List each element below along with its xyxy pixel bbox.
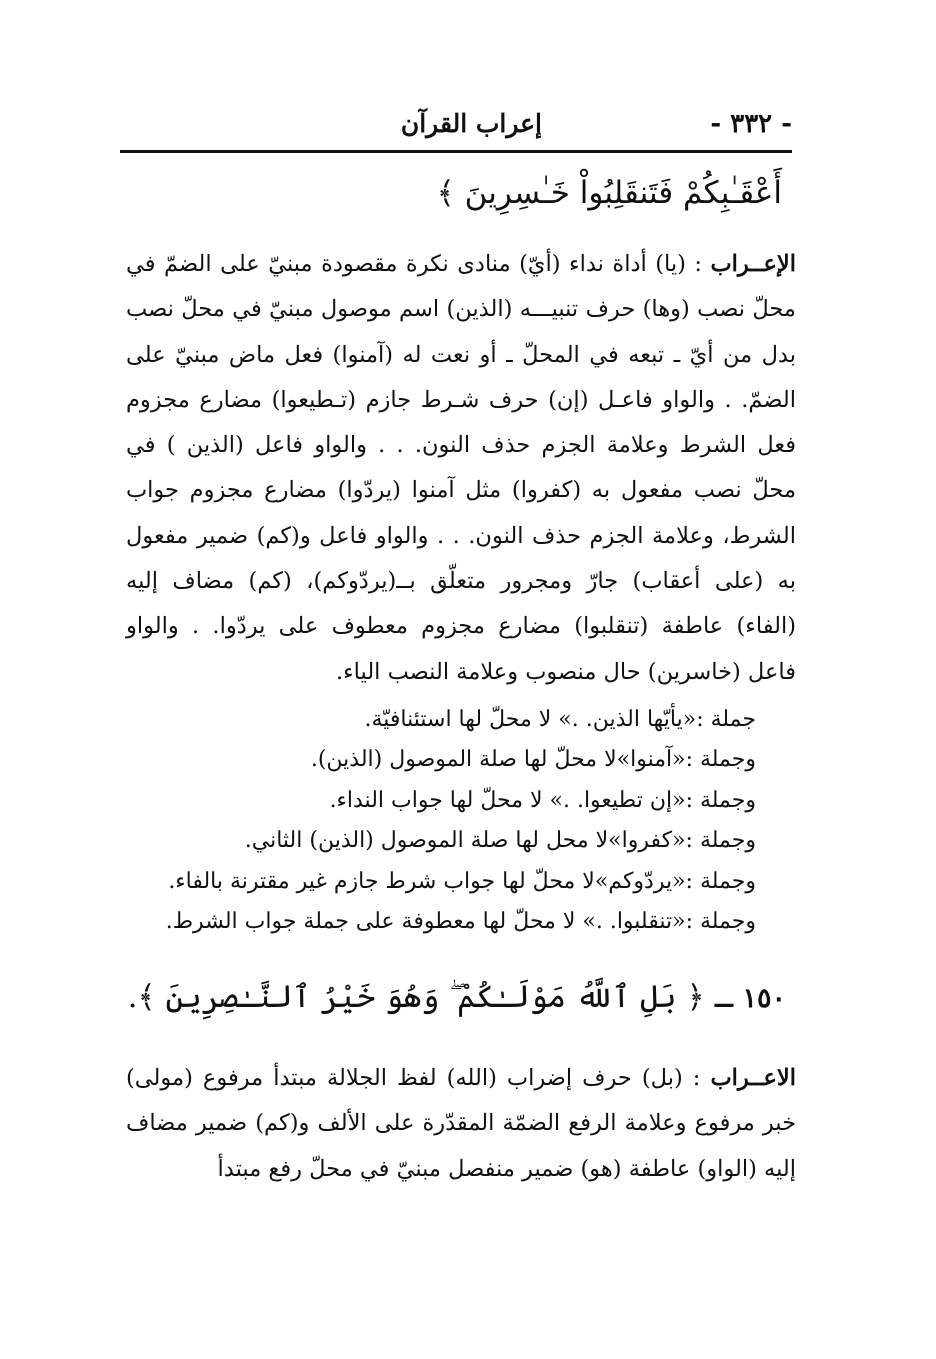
sentence-item: وجملة :«كفروا»لا محل لها صلة الموصول (الذين) الثاني. <box>244 828 756 854</box>
sentence-item: وجملة :«إن تطيعوا. .» لا محلّ لها جواب النداء. <box>329 787 756 813</box>
parsing-label: الإعــراب <box>710 251 796 277</box>
parsing-text: : (بل) حرف إضراب (الله) لفظ الجلالة مبتدأ مرفوع (مولى) خبر مرفوع وعلامة الرفع الضمّة المقدّرة على الألف و(كم) ضمير مضاف إليه (الواو) عاطفة (هو) ضمير منفصل مبنيّ في محلّ رفع مبتدأ <box>126 1065 796 1182</box>
parsing-paragraph <box>126 242 796 695</box>
sentence-analysis-list <box>126 700 756 942</box>
parsing-section-2 <box>126 1056 796 1192</box>
sentence-item: جملة :«يأيّها الذين. .» لا محلّ لها استئنافيّة. <box>364 707 756 732</box>
book-title: إعراب القرآن <box>400 109 542 138</box>
sentence-item: وجملة :«آمنوا»لا محلّ لها صلة الموصول (الذين). <box>310 747 756 773</box>
parsing-paragraph <box>126 1056 796 1192</box>
parsing-label: الاعــراب <box>710 1065 796 1091</box>
sentence-item: وجملة :«يردّوكم»لا محلّ لها جواب شرط جازم غير مقترنة بالفاء. <box>168 868 756 894</box>
sentence-item: وجملة :«تنقلبوا. .» لا محلّ لها معطوفة على جملة جواب الشرط. <box>165 909 756 935</box>
page-header <box>120 104 792 144</box>
parsing-text: : (يا) أداة نداء (أيّ) منادى نكرة مقصودة مبنيّ على الضمّ في محلّ نصب (وها) حرف تنبيـــه (الذين) اسم موصول مبنيّ في محلّ نصب بدل من أيّ ـ تبعه في المحلّ ـ أو نعت له (آمنوا) فعل ماض مبنيّ على الضمّ. . والواو فاعـل (إن) حرف شـرط جازم (تـطيعوا) مضارع مجزوم فعل الشرط وعلامة الجزم حذف النون. . . والواو فاعل (الذين ) في محلّ نصب مفعول به (كفروا) مثل آمنوا (يردّوا) مضارع مجزوم جواب الشرط، وعلامة الجزم حذف النون. . . والواو فاعل و(كم) ضمير مفعول به (على أعقاب) جارّ ومجرور متعلّق بــ(يردّوكم)، (كم) مضاف إليه (الفاء) عاطفة (تنقلبوا) مضارع مجزوم معطوف على يردّوا. . والواو فاعل (خاسرين) حال منصوب وعلامة النصب الياء. <box>126 251 796 685</box>
header-rule <box>120 150 792 153</box>
verse-text: ـ ﴿ بَلِ ٱللَّهُ مَوْلَـٰكُمْ ۖ وَهُوَ خَيْرُ ٱلنَّـٰصِرِينَ ﴾. <box>127 979 743 1015</box>
quran-verse-continuation: أَعْقَـٰبِكُمْ فَتَنقَلِبُواْ خَـٰسِرِينَ ﴾ <box>436 175 782 211</box>
page-number: - ٣٣٢ - <box>710 109 792 139</box>
parsing-section-1 <box>126 242 796 695</box>
quran-verse-150 <box>128 972 786 1024</box>
verse-number: ١٥٠ <box>742 983 786 1014</box>
